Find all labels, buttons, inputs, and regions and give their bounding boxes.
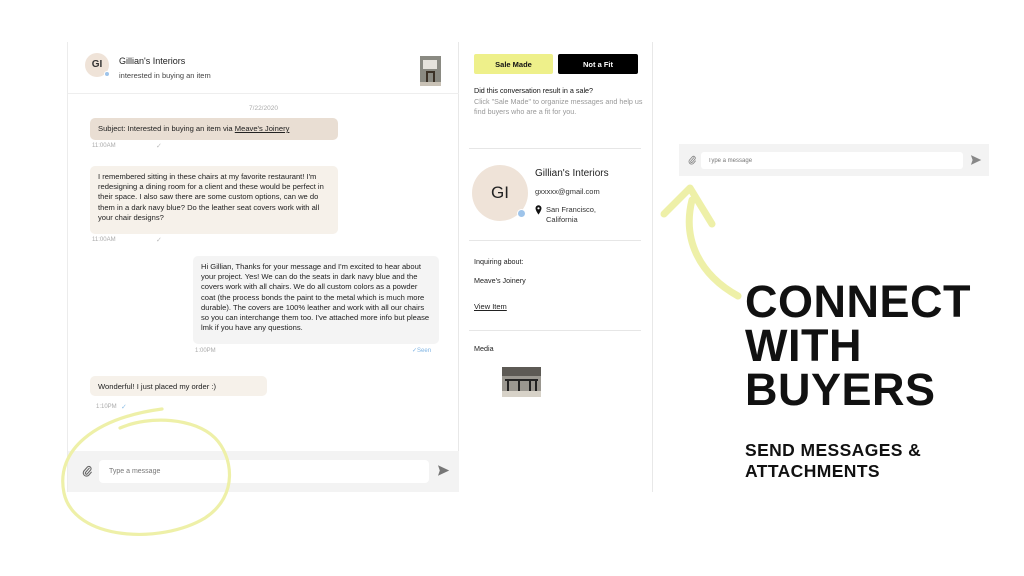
check-icon: ✓ <box>156 143 162 150</box>
subject-text: Subject: Interested in buying an item via <box>98 124 235 133</box>
avatar-initials: GI <box>491 183 509 202</box>
avatar-initials: GI <box>91 59 103 70</box>
check-icon: ✓ <box>121 404 127 411</box>
contact-email: gxxxxx@gmail.com <box>535 187 600 196</box>
arrow-curve <box>689 200 738 296</box>
divider <box>469 330 641 331</box>
paperclip-icon[interactable] <box>82 465 92 477</box>
conversation-date: 7/22/2020 <box>249 105 278 112</box>
item-thumbnail[interactable] <box>420 56 441 86</box>
chat-header <box>68 42 459 94</box>
sale-help-text: Click "Sale Made" to organize messages and help us find buyers who are a fit for you. <box>474 97 643 116</box>
location-pin-icon <box>535 205 542 215</box>
chat-panel <box>68 42 459 492</box>
outgoing-message: Hi Gillian, Thanks for your message and I'm excited to hear about your project. Yes! We can do the seats in dark navy blue and the covers work with all chairs. We do all custom colors as a powder coat (the process bonds the paint to the metal which is much more durable). The covers are 100% leather and work with all our chairs so you can interchange them too. I've attached more info but please lmk if you have any questions. <box>193 256 439 344</box>
media-thumbnail[interactable] <box>502 367 541 397</box>
zoomed-message-composer <box>679 144 989 176</box>
online-status-dot <box>517 209 526 218</box>
zoomed-message-input[interactable] <box>701 152 963 169</box>
conversation-details-panel <box>459 42 653 492</box>
contact-name: Gillian's Interiors <box>535 168 609 179</box>
message-composer <box>68 451 459 492</box>
divider <box>469 148 641 149</box>
contact-avatar-large <box>472 165 528 221</box>
paperclip-icon[interactable] <box>688 155 696 165</box>
message-time: 1:10PM <box>96 404 117 410</box>
arrow-head <box>664 188 712 224</box>
send-icon[interactable] <box>437 464 450 477</box>
divider <box>469 240 641 241</box>
send-icon[interactable] <box>970 154 982 166</box>
inquiring-label: Inquiring about: <box>474 257 524 266</box>
subject-item-link[interactable]: Meave's Joinery <box>234 124 290 133</box>
check-icon: ✓ <box>156 237 162 244</box>
view-item-link[interactable]: View Item <box>474 302 507 311</box>
sale-question: Did this conversation result in a sale? <box>474 86 594 95</box>
message-time: 11:00AM <box>92 143 116 149</box>
media-label: Media <box>474 344 494 353</box>
promo-headline: CONNECT WITH BUYERS <box>745 276 971 415</box>
conversation-list-edge <box>0 42 68 492</box>
contact-location: San Francisco, California <box>546 205 597 224</box>
incoming-message: I remembered sitting in these chairs at my favorite restaurant! I'm redesigning a dining room for a client and these would be perfect in their space. I also saw there are some custom options, can we do them in a dark navy blue? Do the leather seat covers work with all your chair designs? <box>90 166 338 234</box>
online-status-dot <box>104 71 110 77</box>
conversation-subtitle: interested in buying an item <box>119 71 211 80</box>
not-a-fit-button[interactable]: Not a Fit <box>558 54 638 74</box>
seen-status: ✓Seen <box>412 348 432 354</box>
subject-message <box>90 118 338 140</box>
contact-avatar[interactable] <box>85 53 109 77</box>
promo-subline: SEND MESSAGES & ATTACHMENTS <box>745 440 922 481</box>
message-time: 1:00PM <box>195 348 216 354</box>
contact-name[interactable]: Gillian's Interiors <box>119 56 186 66</box>
incoming-message: Wonderful! I just placed my order :) <box>90 376 267 396</box>
sale-made-button[interactable]: Sale Made <box>474 54 553 74</box>
inquiring-item: Meave's Joinery <box>474 276 526 285</box>
message-time: 11:00AM <box>92 237 116 243</box>
message-input[interactable] <box>99 460 429 483</box>
